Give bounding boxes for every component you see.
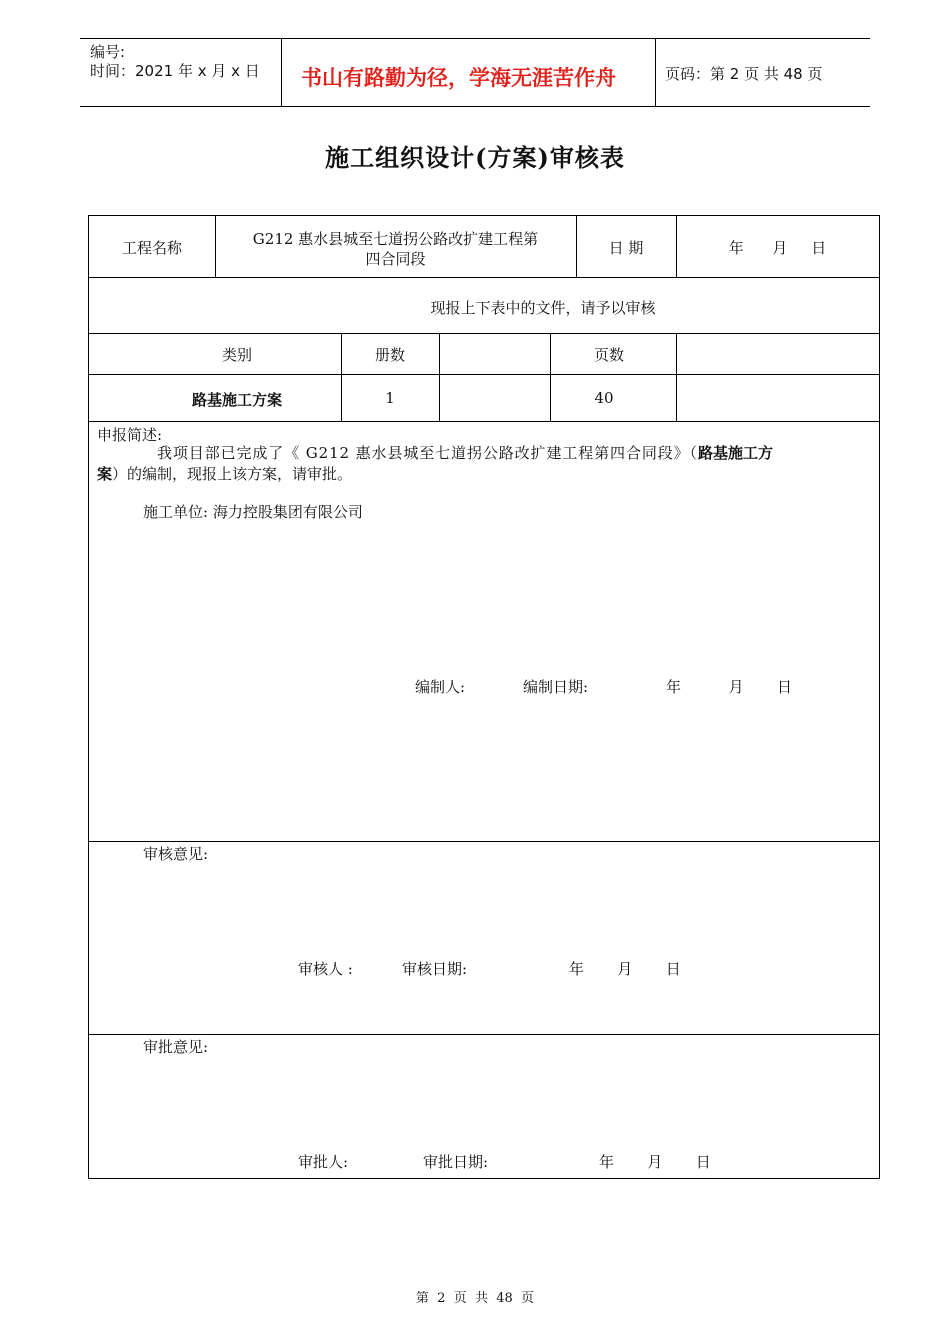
header-number-label: 编号: [90, 43, 126, 61]
summary-paragraph-line1 [157, 443, 773, 463]
date-label: 日 期 [608, 239, 644, 257]
header-bottom-rule [80, 106, 870, 107]
header-divider-right [655, 38, 656, 107]
review-date-label: 审核日期: [402, 960, 468, 978]
document-category-value: 路基施工方案 [191, 391, 282, 409]
project-name-value-line2: 四合同段 [365, 250, 426, 268]
summary-text-doc-name-tail: 案 [97, 465, 113, 483]
header-motto: 书山有路勤为径，学海无涯苦作舟 [301, 65, 616, 90]
header-divider-left [281, 38, 282, 107]
summary-paragraph-line2 [97, 464, 352, 484]
page-footer: 第 2 页 共 48 页 [415, 1291, 535, 1306]
row-divider [89, 1034, 879, 1035]
compiler-label: 编制人: [415, 678, 466, 696]
summary-text-part2: ）的编制，现报上该方案，请审批。 [112, 465, 353, 483]
row-divider [89, 374, 879, 375]
review-form-table [88, 215, 880, 1179]
header-time-label: 时间：2021 年 x 月 x 日 [90, 62, 260, 80]
row-divider [89, 333, 879, 334]
approver-label: 审批人: [298, 1153, 349, 1171]
contractor-line: 施工单位: 海力控股集团有限公司 [143, 503, 363, 521]
document-volumes-value: 1 [385, 389, 395, 407]
row-divider [89, 277, 879, 278]
approve-opinion-label: 审批意见: [143, 1038, 209, 1056]
document-pages-value: 40 [594, 389, 614, 407]
submit-notice: 现报上下表中的文件，请予以审核 [430, 299, 656, 317]
project-name-label: 工程名称 [121, 239, 182, 257]
header-page-info: 页码：第 2 页 共 48 页 [665, 65, 823, 83]
summary-label: 申报简述: [97, 426, 163, 444]
column-header-category: 类别 [221, 346, 252, 364]
compile-date-label: 编制日期: [523, 678, 589, 696]
row-divider [89, 841, 879, 842]
approve-date-value: 年 月 日 [599, 1153, 711, 1171]
column-header-volumes: 册数 [374, 346, 405, 364]
date-value: 年 月 日 [728, 239, 827, 257]
compile-date-value: 年 月 日 [666, 678, 793, 696]
column-header-pages: 页数 [593, 346, 624, 364]
reviewer-label: 审核人 : [298, 960, 353, 978]
project-name-value-line1: G212 惠水县城至七道拐公路改扩建工程第 [252, 230, 539, 248]
header-top-rule [80, 38, 870, 39]
row-divider [89, 421, 879, 422]
approve-date-label: 审批日期: [423, 1153, 489, 1171]
page-title: 施工组织设计(方案)审核表 [325, 143, 625, 172]
summary-text-doc-name: 路基施工方 [697, 444, 773, 462]
review-date-value: 年 月 日 [569, 960, 681, 978]
review-opinion-label: 审核意见: [143, 845, 209, 863]
summary-text-part1: 我项目部已完成了《 G212 惠水县城至七道拐公路改扩建工程第四合同段》（ [157, 444, 698, 462]
